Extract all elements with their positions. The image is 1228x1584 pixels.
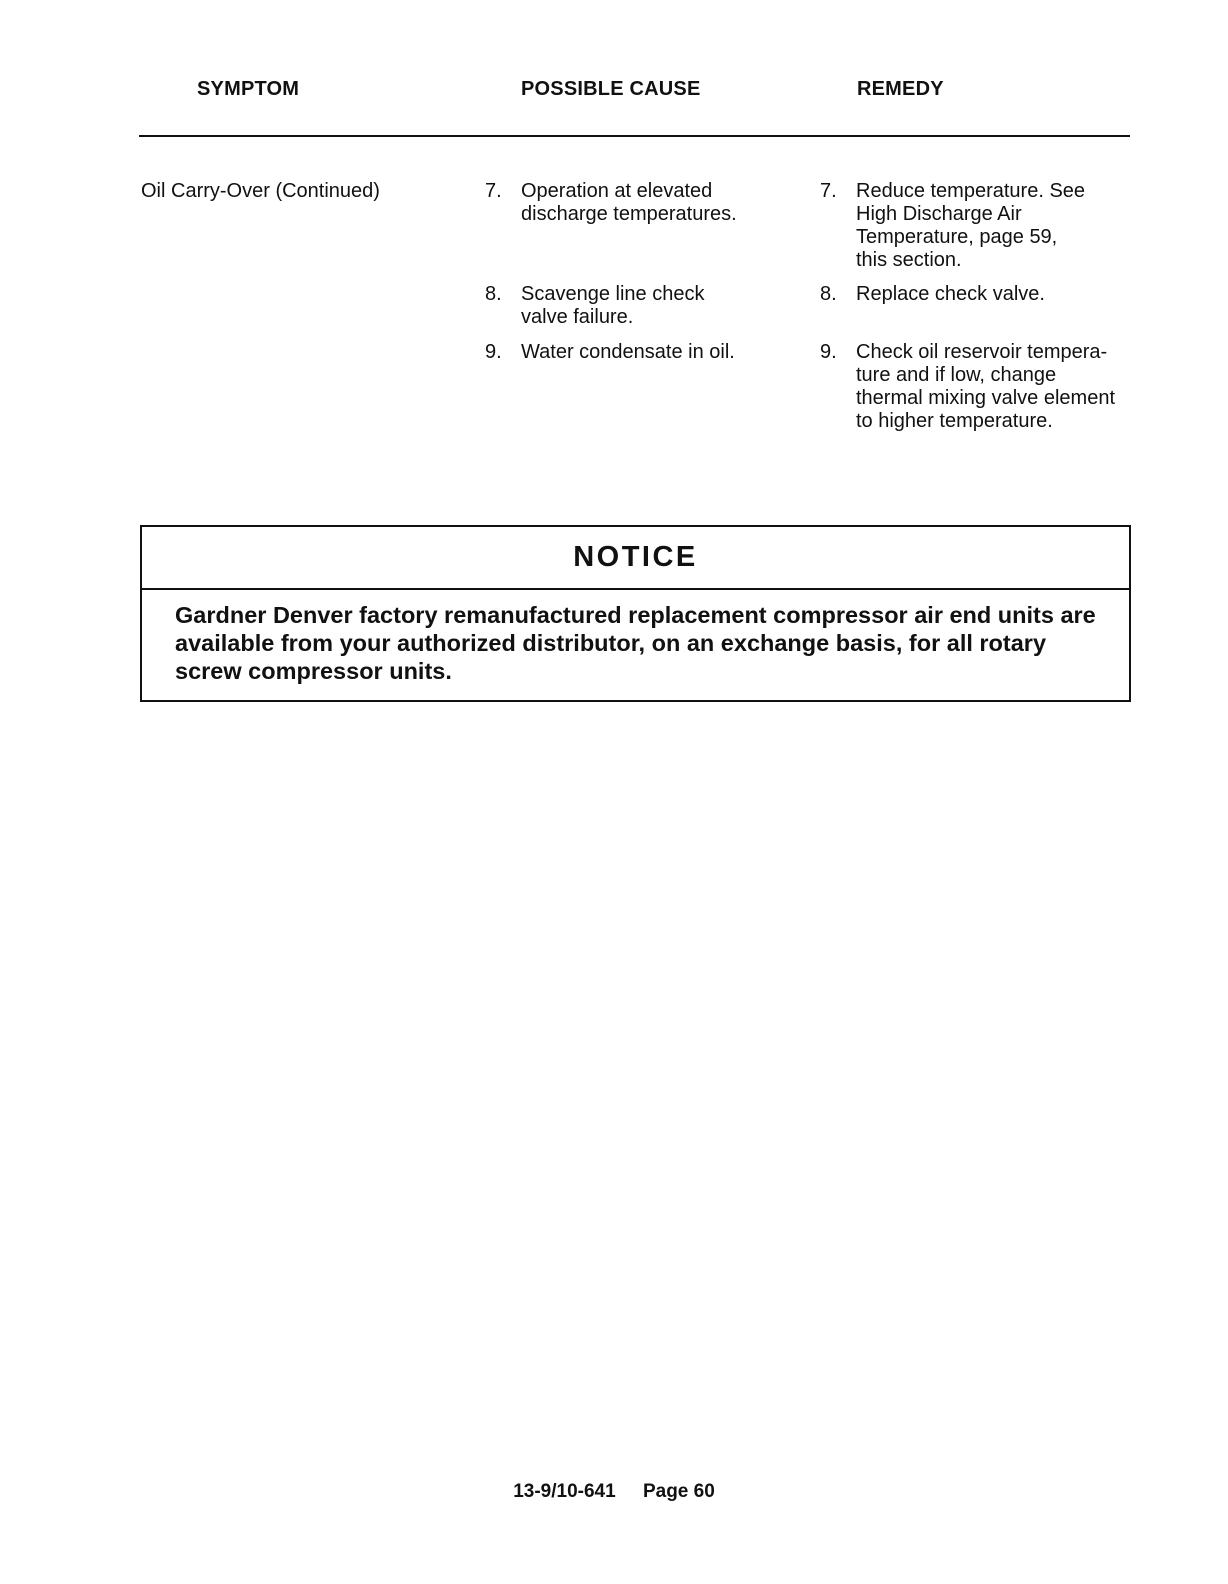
cause-text: Operation at elevated discharge temperatures. xyxy=(521,180,737,225)
notice-header xyxy=(142,527,1129,590)
cause-text: Water condensate in oil. xyxy=(521,341,735,363)
cause-number: 8. xyxy=(485,283,502,305)
symptom-text: Oil Carry-Over (Continued) xyxy=(141,180,380,202)
notice-title: NOTICE xyxy=(573,541,698,573)
document-number: 13-9/10-641 xyxy=(513,1481,616,1502)
remedy-number: 8. xyxy=(820,283,837,305)
notice-body: Gardner Denver factory remanufactured replacement compressor air end units are available from your authorized distributor, on an exchange basis, for all rotary screw compressor units. xyxy=(175,602,1096,684)
header-divider xyxy=(139,135,1130,137)
column-header-symptom: SYMPTOM xyxy=(197,78,300,100)
cause-text: Scavenge line check valve failure. xyxy=(521,283,705,328)
remedy-number: 9. xyxy=(820,341,837,363)
remedy-number: 7. xyxy=(820,180,837,202)
page-number: Page 60 xyxy=(642,1481,715,1502)
column-header-possible-cause: POSSIBLE CAUSE xyxy=(521,78,701,100)
remedy-text: Reduce temperature. See High Discharge Air Temperature, page 59, this section. xyxy=(856,180,1086,271)
remedy-text: Replace check valve. xyxy=(856,283,1045,305)
column-header-remedy: REMEDY xyxy=(857,78,944,100)
remedy-text: Check oil reservoir tempera- ture and if low, change thermal mixing valve element to higher temperature. xyxy=(856,341,1115,432)
page-footer xyxy=(0,1481,1228,1503)
notice-box xyxy=(140,525,1131,702)
cause-number: 7. xyxy=(485,180,502,202)
cause-number: 9. xyxy=(485,341,502,363)
